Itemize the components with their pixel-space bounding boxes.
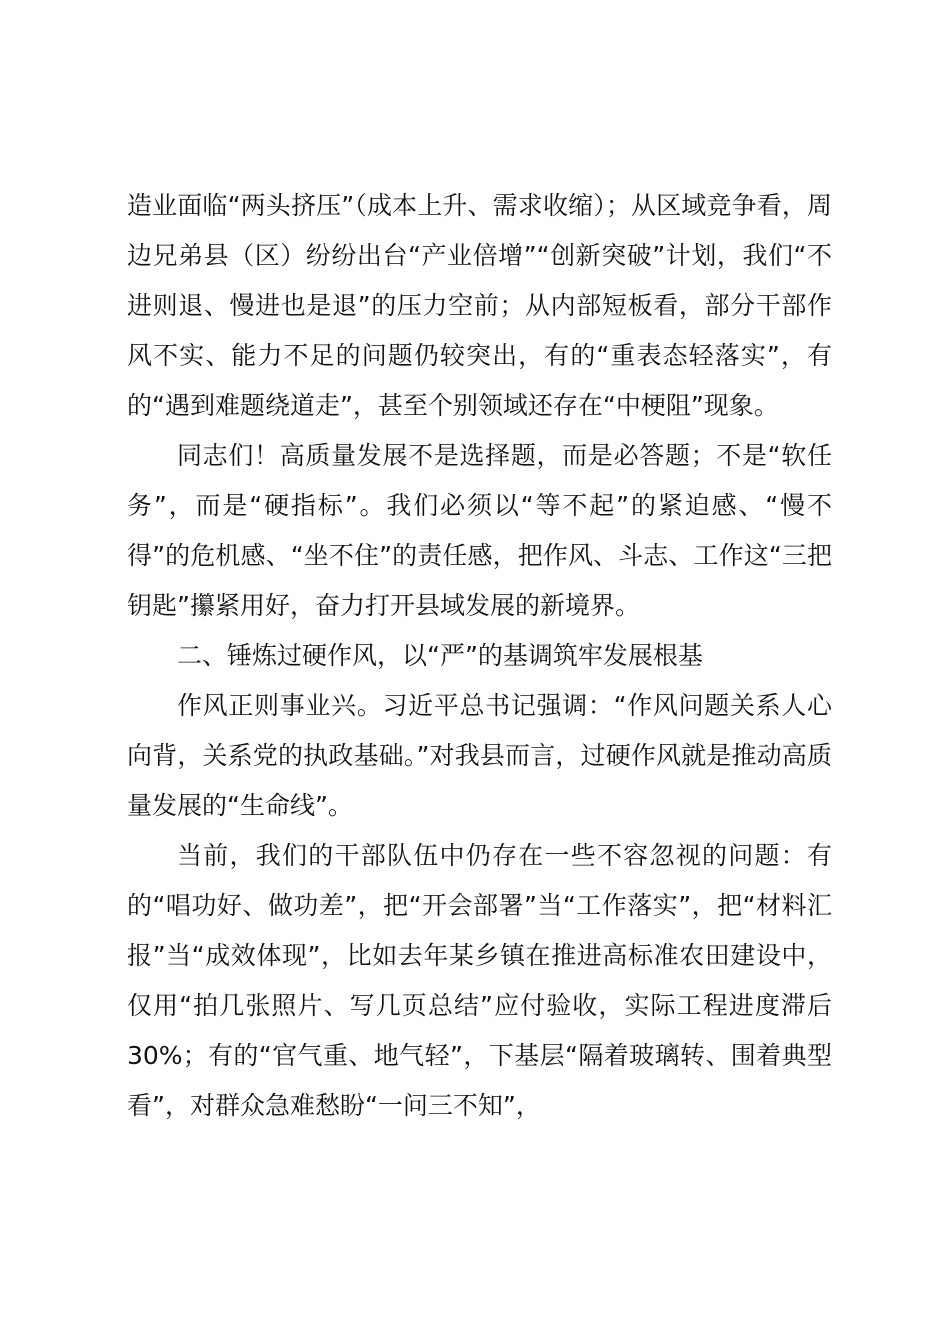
section-heading-2: 二、锤炼过硬作风，以“严”的基调筑牢发展根基 (177, 641, 703, 670)
paragraph-current-problems: 当前，我们的干部队伍中仍存在一些不容忽视的问题：有的“唱功好、做功差”，把“开会部署”当“工作落实”，把“材料汇报”当“成效体现”，比如去年某乡镇在推进高标准农田建设中，仅用“拍几张照片、写几页总结”应付验收，实际工程进度滞后30%；有的“官气重、地气轻”，下基层“隔着玻璃转、围着典型看”，对群众急难愁盼“一问三不知”， (127, 841, 832, 1120)
paragraph-continuation: 造业面临“两头挤压”（成本上升、需求收缩）；从区域竞争看，周边兄弟县（区）纷纷出台“产业倍增”“创新突破”计划，我们“不进则退、慢进也是退”的压力空前；从内部短板看，部分干部作风不实、能力不足的问题仍较突出，有的“重表态轻落实”，有的“遇到难题绕道走”，甚至个别领域还存在“中梗阻”现象。 (127, 191, 832, 420)
paragraph-work-style: 作风正则事业兴。习近平总书记强调：“作风问题关系人心向背，关系党的执政基础。”对我县而言，过硬作风就是推动高质量发展的“生命线”。 (127, 691, 832, 820)
document-body (127, 181, 832, 1131)
paragraph-high-quality-development: 同志们！高质量发展不是选择题，而是必答题；不是“软任务”，而是“硬指标”。我们必须以“等不起”的紧迫感、“慢不得”的危机感、“坐不住”的责任感，把作风、斗志、工作这“三把钥匙”攥紧用好，奋力打开县域发展的新境界。 (127, 441, 832, 620)
